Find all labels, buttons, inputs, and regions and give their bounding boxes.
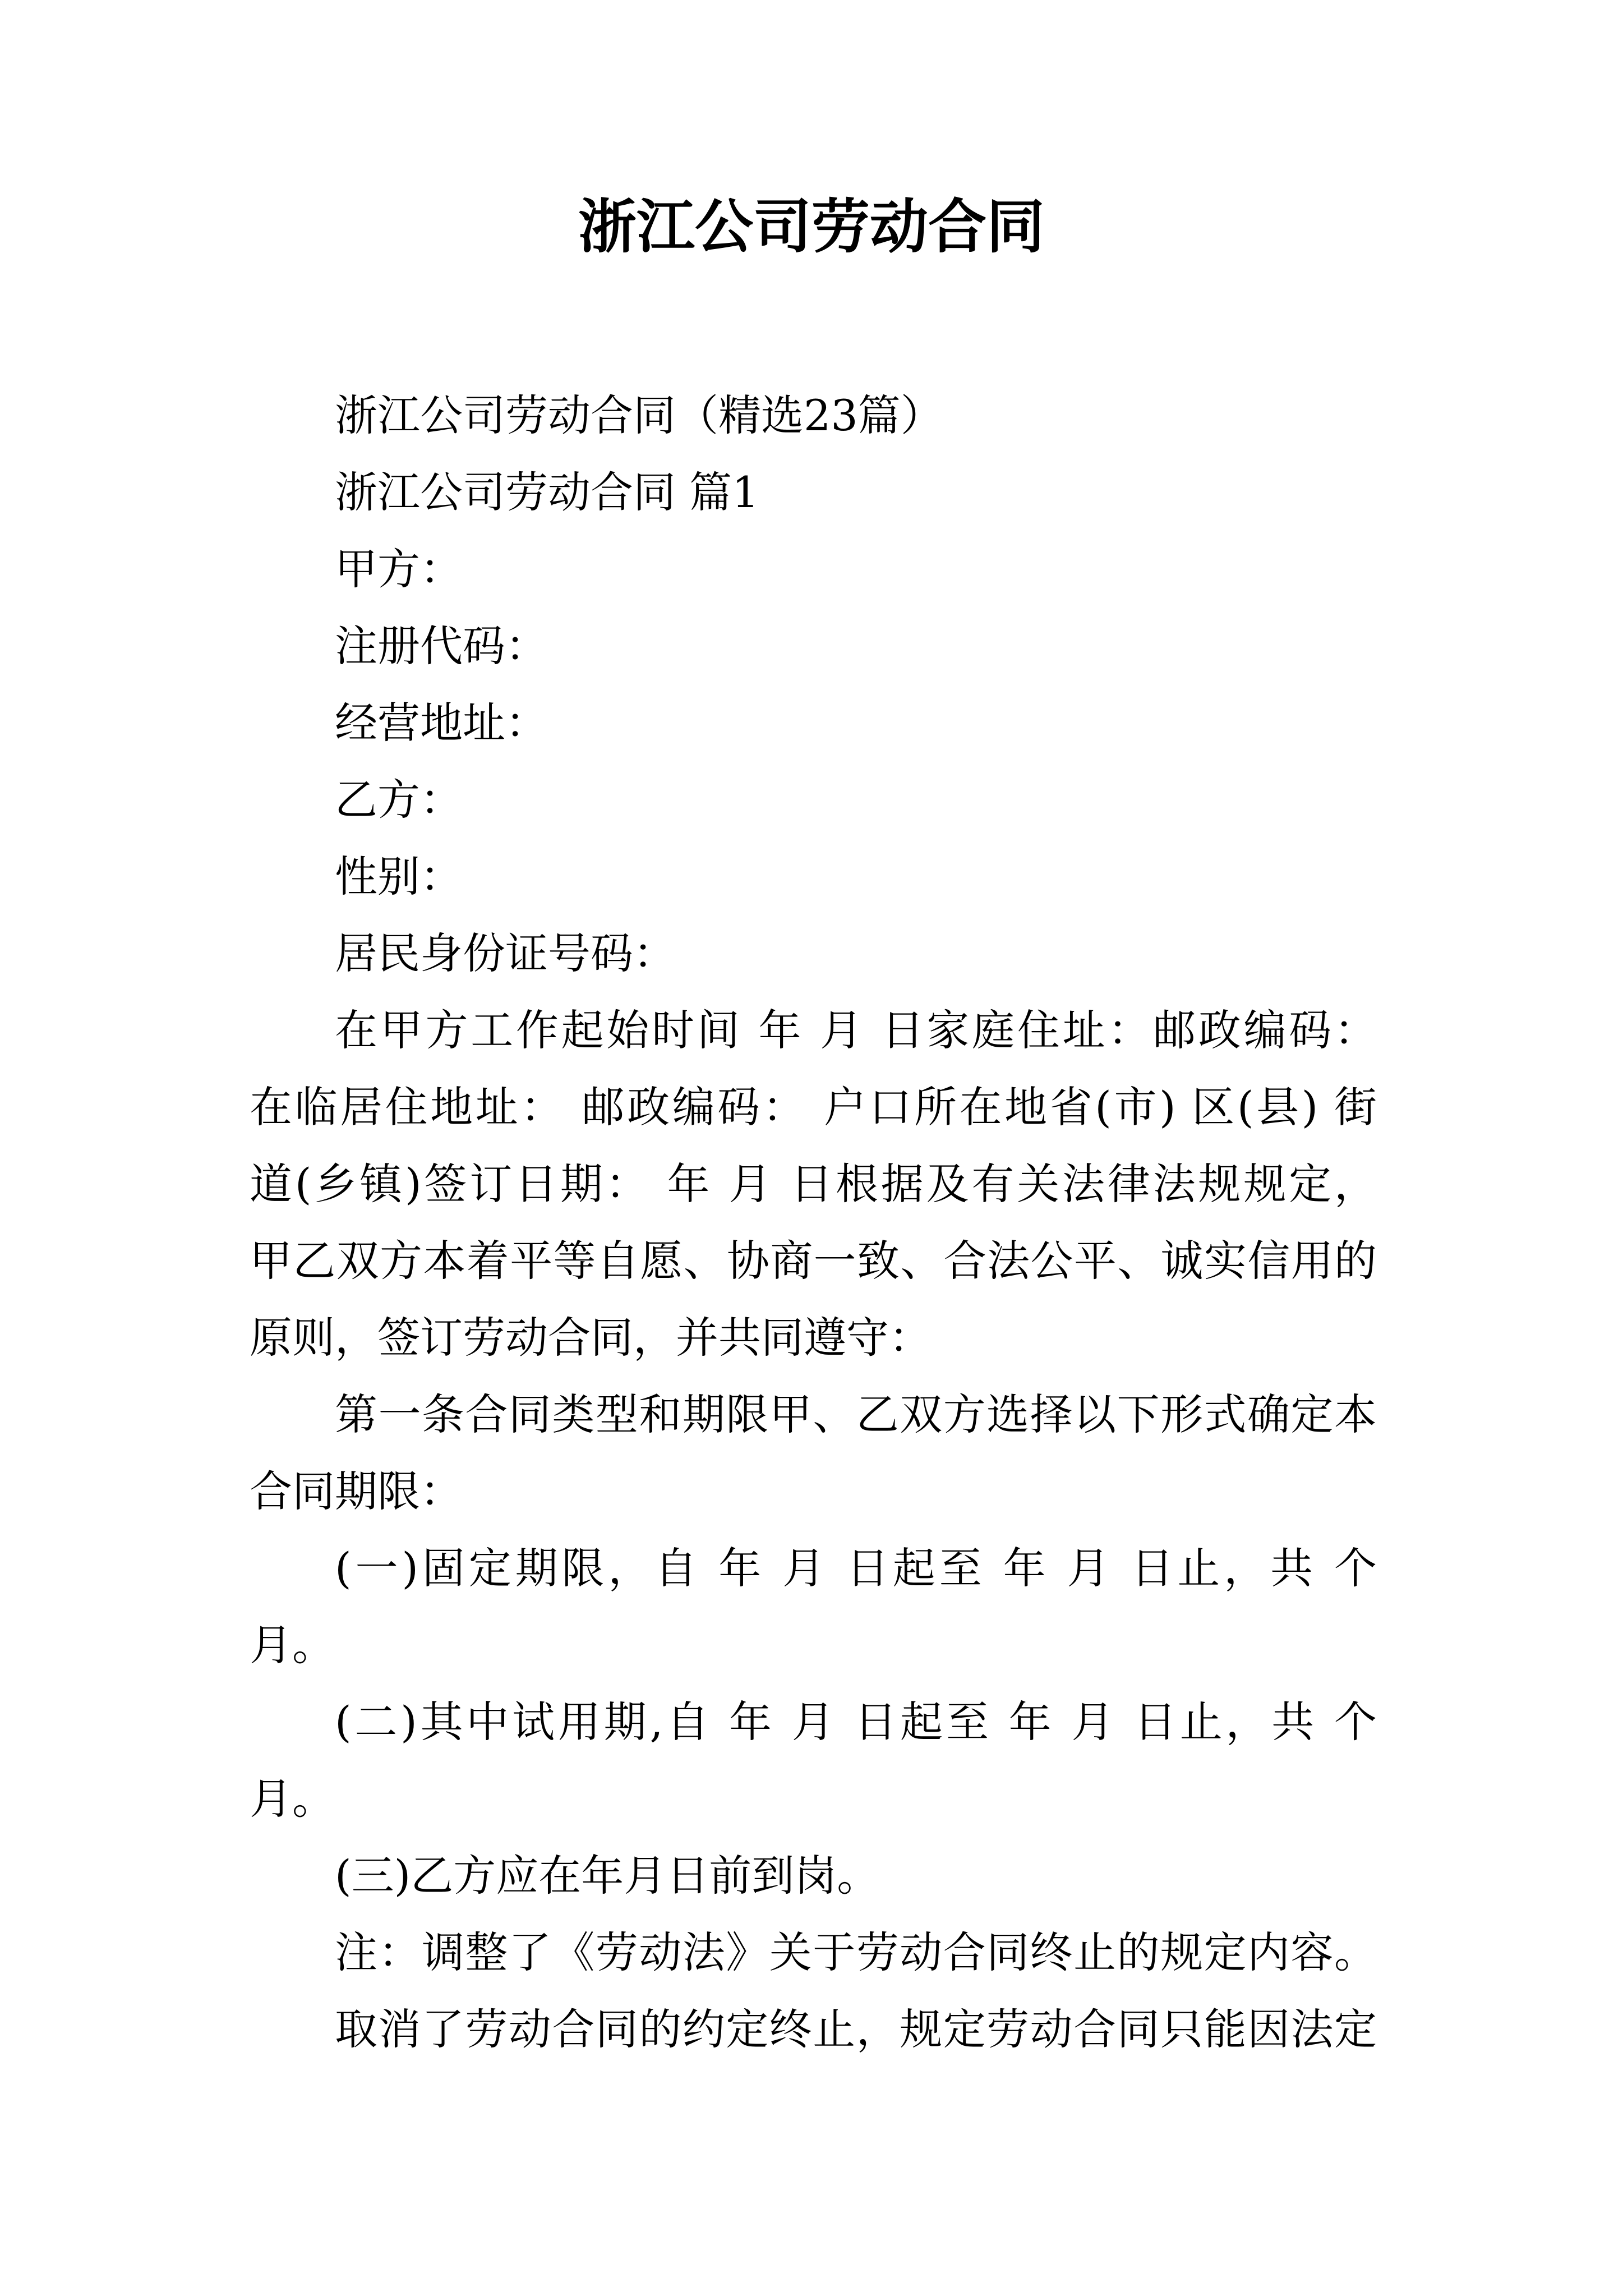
paragraph-line: 甲乙双方本着平等自愿、协商一致、合法公平、诚实信用的 (250, 1236, 1377, 1286)
paragraph-line: 合同期限： (250, 1466, 463, 1516)
paragraph-line: 第一条合同类型和期限甲、乙双方选择以下形式确定本 (335, 1389, 1377, 1439)
paragraph-line: 浙江公司劳动合同（精选23篇） (335, 390, 943, 440)
paragraph-line: 原则，签订劳动合同，并共同遵守： (250, 1313, 932, 1363)
paragraph-line: 乙方： (335, 775, 463, 825)
paragraph-line: 注册代码： (335, 621, 548, 671)
paragraph-line: 在甲方工作起始时间 年 月 日家庭住址：邮政编码： (335, 1005, 1377, 1055)
paragraph-line: 注：调整了《劳动法》关于劳动合同终止的规定内容。 (335, 1927, 1377, 1977)
paragraph-line: (一)固定期限，自 年 月 日起至 年 月 日止，共 个 (335, 1543, 1377, 1593)
paragraph-line: (三)乙方应在年月日前到岗。 (335, 1851, 880, 1901)
paragraph-line: 居民身份证号码： (335, 928, 676, 978)
document-body (250, 377, 1377, 2068)
document-title: 浙江公司劳动合同 (578, 192, 1045, 261)
paragraph-line: 经营地址： (335, 698, 548, 748)
paragraph-line: 道(乡镇)签订日期： 年 月 日根据及有关法律法规规定， (250, 1159, 1377, 1209)
paragraph-line: 甲方： (335, 544, 463, 594)
paragraph-line: 月。 (250, 1774, 335, 1824)
paragraph-line: (二)其中试用期,自 年 月 日起至 年 月 日止，共 个 (335, 1697, 1377, 1747)
paragraph-line: 取消了劳动合同的约定终止，规定劳动合同只能因法定 (335, 2004, 1377, 2054)
paragraph-line: 性别： (335, 852, 463, 901)
paragraph-line: 月。 (250, 1620, 335, 1670)
paragraph-line: 在临居住地址： 邮政编码： 户口所在地省(市) 区(县) 街 (250, 1082, 1377, 1132)
paragraph-line: 浙江公司劳动合同 篇1 (335, 467, 759, 517)
